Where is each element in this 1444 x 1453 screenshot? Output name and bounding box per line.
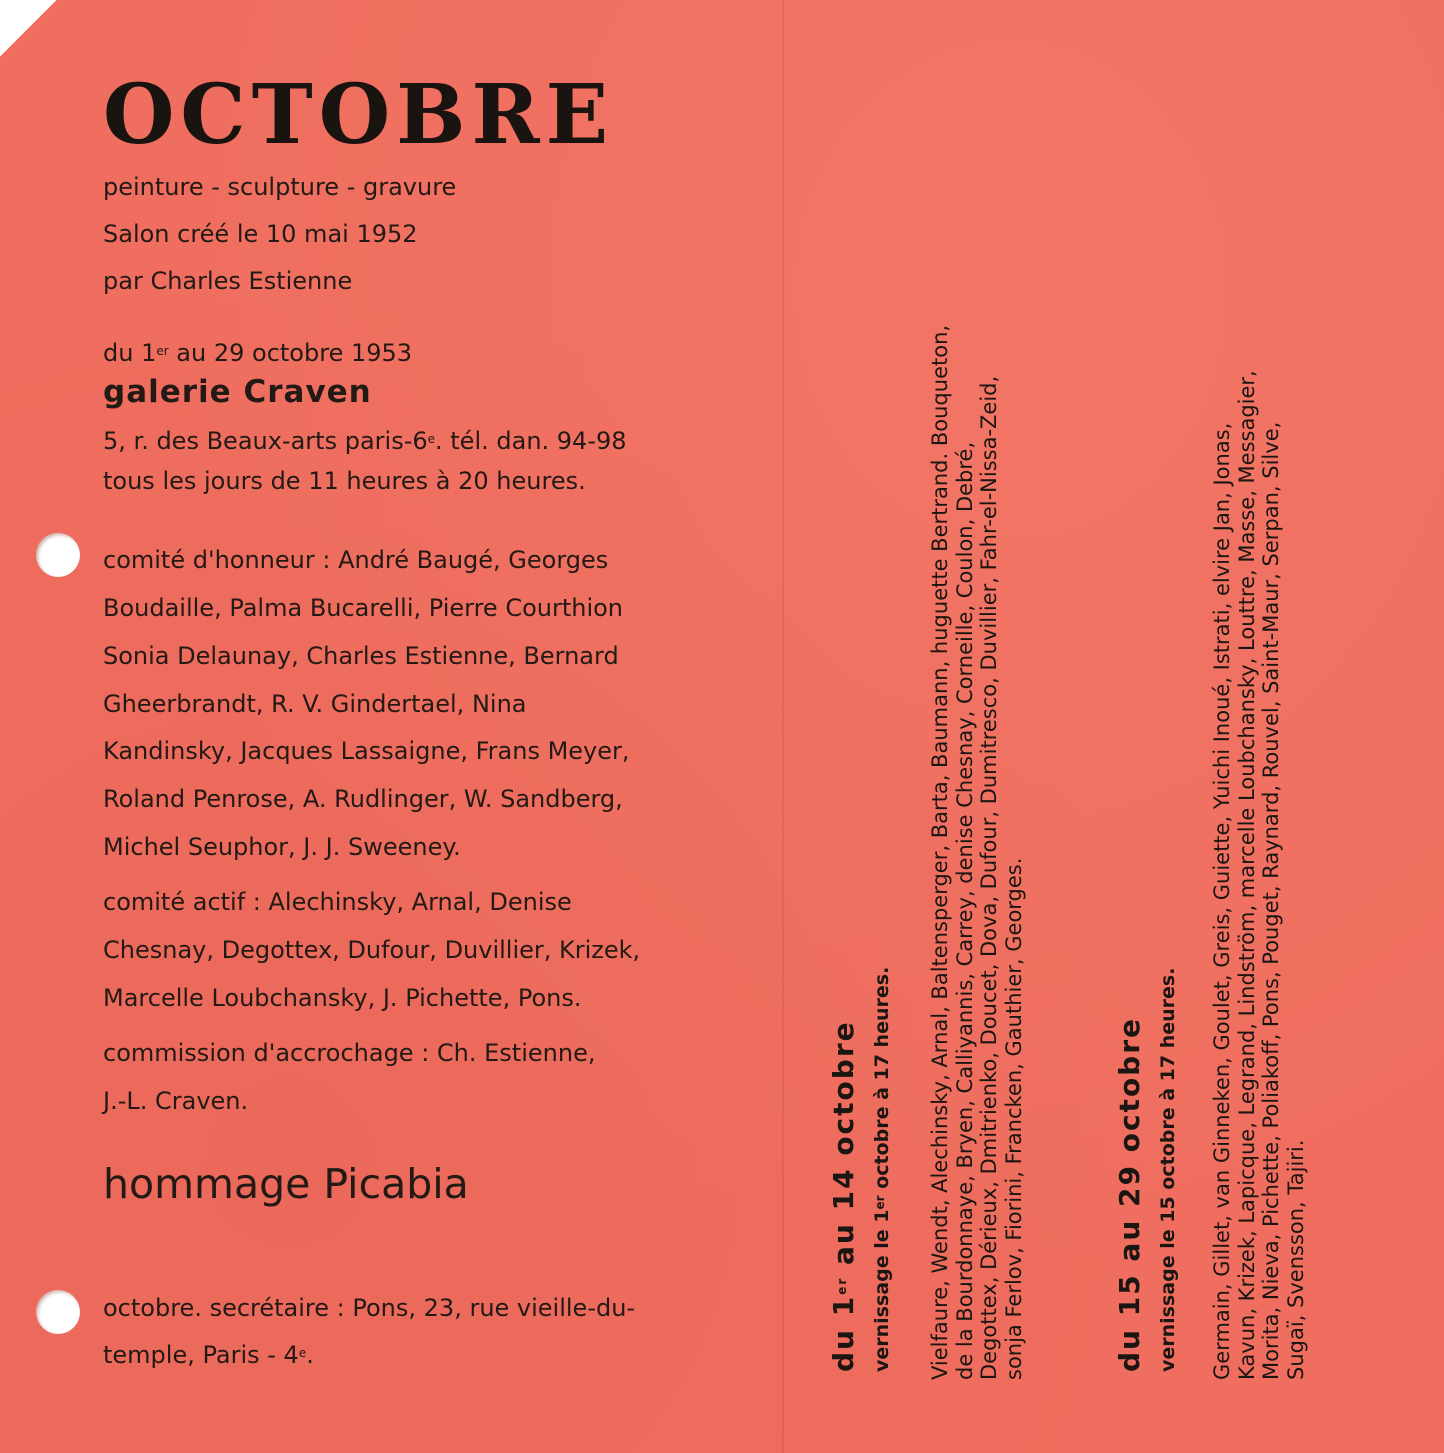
text-line: commission d'accrochage : Ch. Estienne, xyxy=(103,1039,596,1067)
artist-line: sonja Ferlov, Fiorini, Francken, Gauthier, Georges. xyxy=(1001,857,1026,1380)
text-line: Kandinsky, Jacques Lassaigne, Frans Meyer, xyxy=(103,737,630,765)
text-line: Sonia Delaunay, Charles Estienne, Bernard xyxy=(103,642,619,670)
artist-line: Morita, Nieva, Pichette, Poliakoff, Pons, Pouget, Raynard, Rouvel, Saint-Maur, Serpan, Silve, xyxy=(1259,421,1283,1380)
gallery-address: 5, r. des Beaux-arts paris-6e. tél. dan. 94-98 xyxy=(103,427,627,455)
period2-artists xyxy=(1210,370,1308,1380)
text-line: Marcelle Loubchansky, J. Pichette, Pons. xyxy=(103,984,582,1012)
opening-hours: tous les jours de 11 heures à 20 heures. xyxy=(103,467,586,495)
gallery-name: galerie Craven xyxy=(103,374,372,410)
text-line: comité actif : Alechinsky, Arnal, Denise xyxy=(103,888,572,916)
artist-line: Sugaï, Svensson, Tajiri. xyxy=(1283,1139,1308,1380)
secretary-line-2: temple, Paris - 4e. xyxy=(103,1341,314,1369)
period1-heading: du 1er au 14 octobre xyxy=(827,1020,860,1372)
period2-heading: du 15 au 29 octobre xyxy=(1113,1016,1146,1372)
hommage-heading: hommage Picabia xyxy=(103,1160,469,1208)
exhibition-dates: du 1er au 29 octobre 1953 xyxy=(103,339,413,367)
artist-line: Degottex, Dérieux, Dmitrienko, Doucet, Dova, Dufour, Dumitresco, Duvillier, Fahr-el-Nissa-Zeid, xyxy=(977,375,1001,1380)
artist-line: Germain, Gillet, van Ginneken, Goulet, Greis, Guiette, Yuichi Inoué, Istrati, elvire Jan, Jonas, xyxy=(1210,422,1234,1380)
salon-title: OCTOBRE xyxy=(103,67,615,163)
text-line: Boudaille, Palma Bucarelli, Pierre Courthion xyxy=(103,594,624,622)
secretary-line-1: octobre. secrétaire : Pons, 23, rue vieille-du- xyxy=(103,1294,636,1322)
disciplines: peinture - sculpture - gravure xyxy=(103,173,457,201)
punch-hole-upper xyxy=(36,533,80,577)
founder: par Charles Estienne xyxy=(103,267,353,295)
punch-hole-lower xyxy=(36,1290,80,1334)
text-line: J.-L. Craven. xyxy=(103,1087,249,1115)
period1-vernissage: vernissage le 1er octobre à 17 heures. xyxy=(871,966,893,1372)
artist-line: de la Bourdonnaye, Bryen, Calliyannis, Carrey, denise Chesnay, Corneille, Coulon, Debré, xyxy=(952,441,977,1380)
fold-line xyxy=(782,0,784,1453)
artist-line: Kavun, Krizek, Lapicque, Legrand, Lindström, marcelle Loubchansky, Louttre, Masse, Messagier, xyxy=(1234,370,1259,1380)
artist-line: Vielfaure, Wendt, Alechinsky, Arnal, Baltensperger, Barta, Baumann, huguette Bertrand. Bouqueton, xyxy=(928,324,952,1380)
text-line: comité d'honneur : André Baugé, Georges xyxy=(103,546,609,574)
text-line: Roland Penrose, A. Rudlinger, W. Sandberg, xyxy=(103,785,623,813)
text-line: Michel Seuphor, J. J. Sweeney. xyxy=(103,833,461,861)
text-line: Chesnay, Degottex, Dufour, Duvillier, Krizek, xyxy=(103,936,641,964)
text-line: Gheerbrandt, R. V. Gindertael, Nina xyxy=(103,690,527,718)
period1-artists xyxy=(928,325,1026,1380)
period2-vernissage: vernissage le 15 octobre à 17 heures. xyxy=(1157,967,1179,1372)
creation-date: Salon créé le 10 mai 1952 xyxy=(103,220,418,248)
